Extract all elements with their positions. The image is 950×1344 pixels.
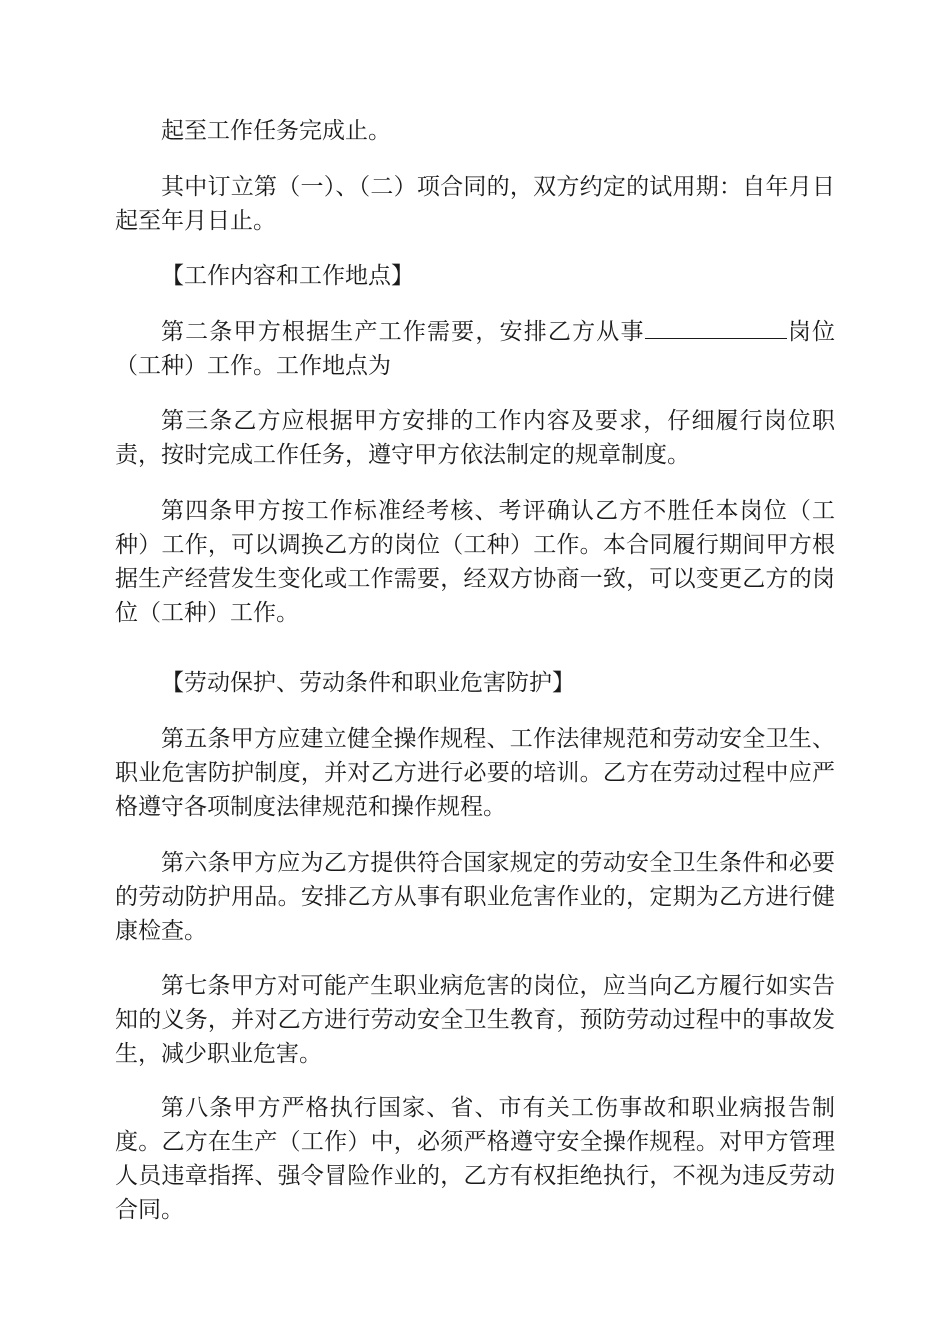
section-heading-protection: 【劳动保护、劳动条件和职业危害防护】 (161, 670, 575, 696)
article-4: 第四条甲方按工作标准经考核、考评确认乙方不胜任本岗位（工种）工作，可以调换乙方的岗位（工种）工作。本合同履行期间甲方根据生产经营发生变化或工作需要，经双方协商一致，可以变更乙方的岗位（工种）工作。 (115, 498, 835, 626)
article-2-text-a: 第二条甲方根据生产工作需要，安排乙方从事 (161, 319, 645, 345)
paragraph-continuation: 起至工作任务完成止。 (161, 118, 391, 144)
paragraph-probation: 其中订立第（一）、（二）项合同的，双方约定的试用期：自年月日起至年月日止。 (115, 174, 835, 234)
article-2 (115, 315, 835, 383)
article-2-text-b: 岗位（工种）工作。工作地点为 (115, 319, 836, 379)
article-7: 第七条甲方对可能产生职业病危害的岗位，应当向乙方履行如实告知的义务，并对乙方进行劳动安全卫生教育，预防劳动过程中的事故发生，减少职业危害。 (115, 973, 835, 1067)
section-heading-work: 【工作内容和工作地点】 (161, 263, 414, 289)
article-3: 第三条乙方应根据甲方安排的工作内容及要求，仔细履行岗位职责，按时完成工作任务，遵守甲方依法制定的规章制度。 (115, 408, 835, 468)
blank-fill-line (645, 316, 787, 339)
article-5: 第五条甲方应建立健全操作规程、工作法律规范和劳动安全卫生、职业危害防护制度，并对乙方进行必要的培训。乙方在劳动过程中应严格遵守各项制度法律规范和操作规程。 (115, 726, 835, 820)
article-8: 第八条甲方严格执行国家、省、市有关工伤事故和职业病报告制度。乙方在生产（工作）中，必须严格遵守安全操作规程。对甲方管理人员违章指挥、强令冒险作业的，乙方有权拒绝执行，不视为违反劳动合同。 (115, 1095, 835, 1223)
article-6: 第六条甲方应为乙方提供符合国家规定的劳动安全卫生条件和必要的劳动防护用品。安排乙方从事有职业危害作业的，定期为乙方进行健康检查。 (115, 850, 835, 944)
